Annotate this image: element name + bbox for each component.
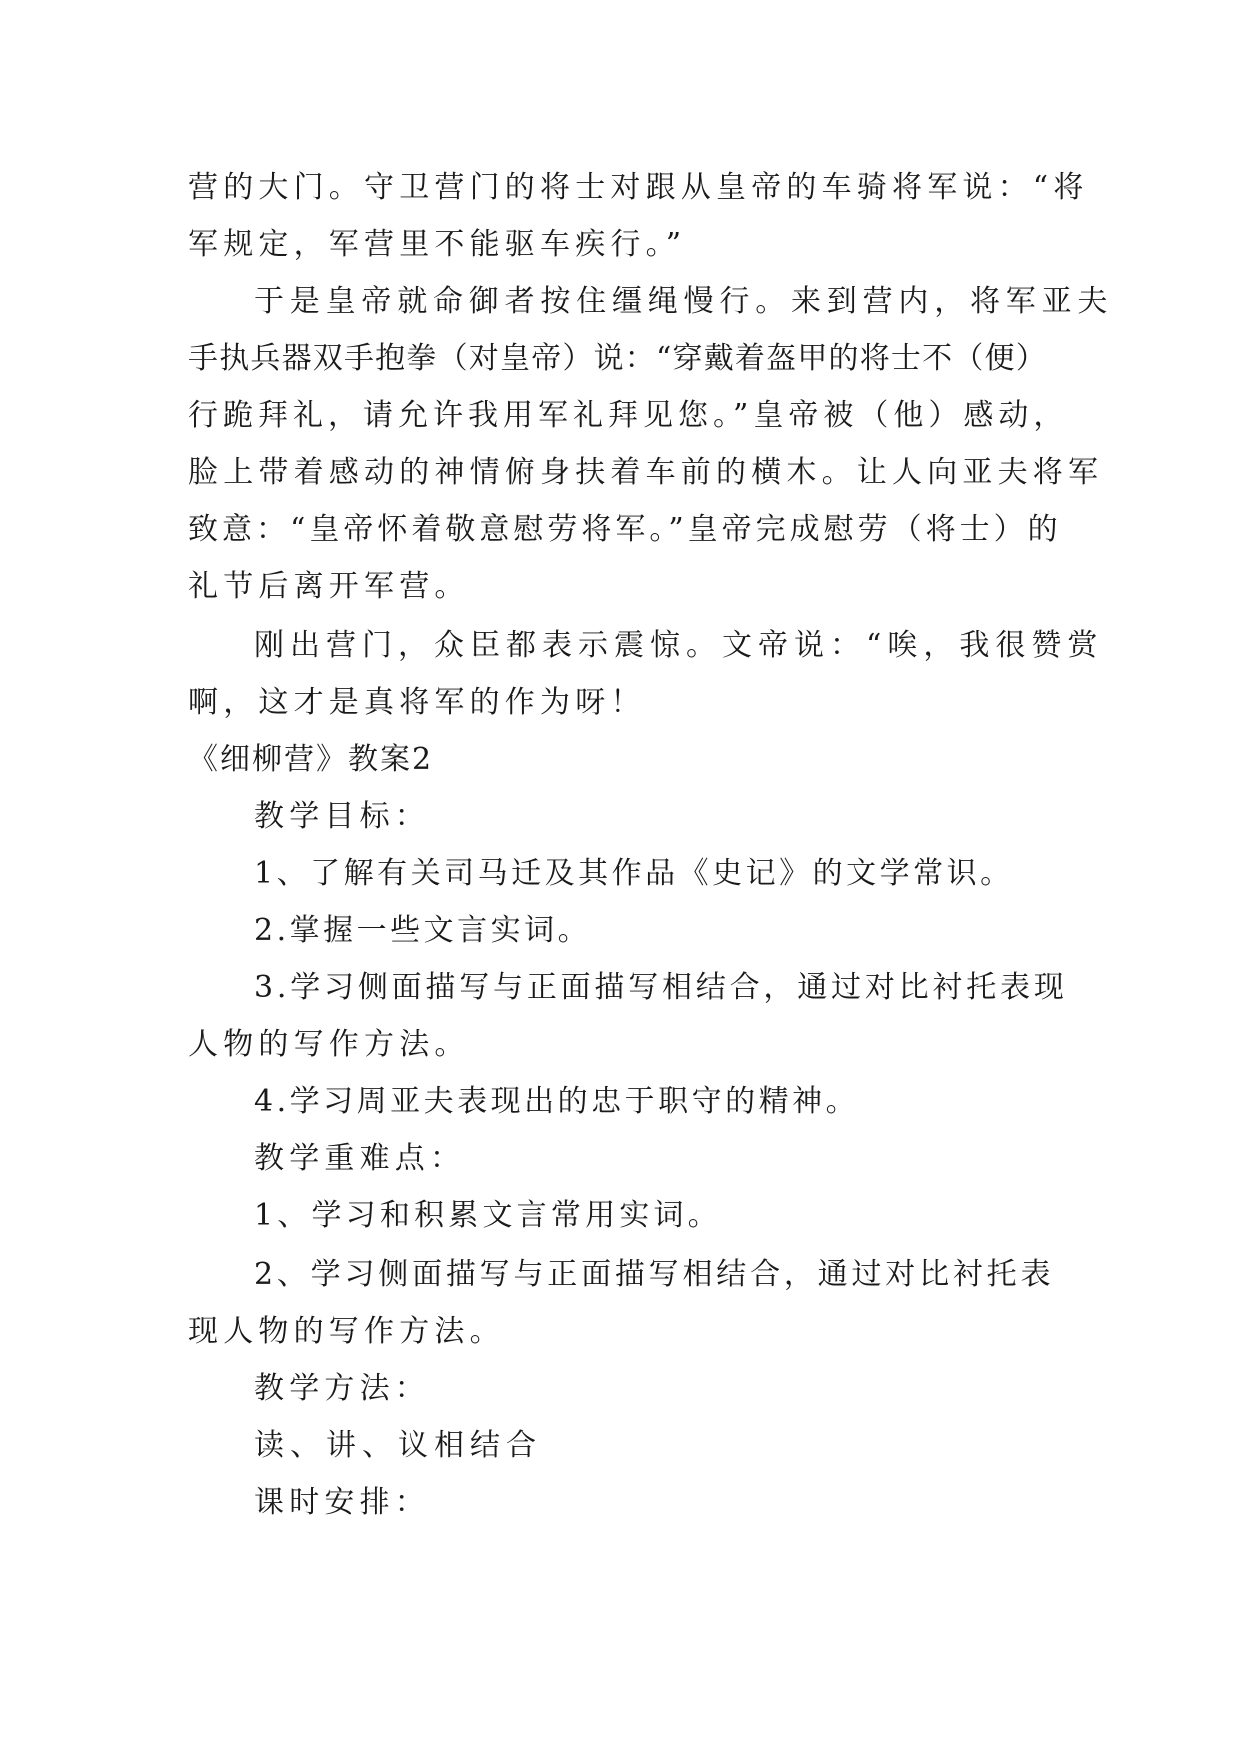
text-line: 致意：“皇帝怀着敬意慰劳将军。”皇帝完成慰劳（将士）的	[188, 512, 1062, 547]
text-line: 2、学习侧面描写与正面描写相结合，通过对比衬托表	[254, 1257, 1055, 1292]
text-line: 手执兵器双手抱拳（对皇帝）说：“穿戴着盔甲的将士不（便）	[188, 341, 1047, 376]
text-line: 教学重难点：	[254, 1141, 466, 1176]
text-line: 行跪拜礼，请允许我用军礼拜见您。”皇帝被（他）感动，	[188, 398, 1069, 433]
section-heading: 《细柳营》教案2	[188, 742, 434, 777]
text-line: 礼节后离开军营。	[188, 569, 470, 604]
text-line: 人物的写作方法。	[188, 1027, 470, 1062]
text-line: 教学方法：	[254, 1371, 430, 1406]
text-line: 教学目标：	[254, 799, 430, 834]
text-line: 读、讲、议相结合	[254, 1428, 542, 1463]
text-line: 脸上带着感动的神情俯身扶着车前的横木。让人向亚夫将军	[188, 455, 1104, 490]
text-line: 啊，这才是真将军的作为呀！	[188, 685, 646, 720]
text-line: 2.掌握一些文言实词。	[254, 913, 592, 948]
text-line: 3.学习侧面描写与正面描写相结合，通过对比衬托表现	[254, 970, 1068, 1005]
text-line: 4.学习周亚夫表现出的忠于职守的精神。	[254, 1084, 860, 1119]
text-line: 军规定，军营里不能驱车疾行。”	[188, 227, 687, 262]
text-line: 于是皇帝就命御者按住缰绳慢行。来到营内，将军亚夫	[254, 284, 1114, 319]
text-line: 1、了解有关司马迁及其作品《史记》的文学常识。	[254, 856, 1014, 891]
text-line: 刚出营门，众臣都表示震惊。文帝说：“唉，我很赞赏	[254, 628, 1104, 663]
text-line: 现人物的写作方法。	[188, 1314, 505, 1349]
text-line: 课时安排：	[254, 1485, 430, 1520]
text-line: 营的大门。守卫营门的将士对跟从皇帝的车骑将军说：“将	[188, 170, 1089, 205]
text-line: 1、学习和积累文言常用实词。	[254, 1198, 722, 1233]
